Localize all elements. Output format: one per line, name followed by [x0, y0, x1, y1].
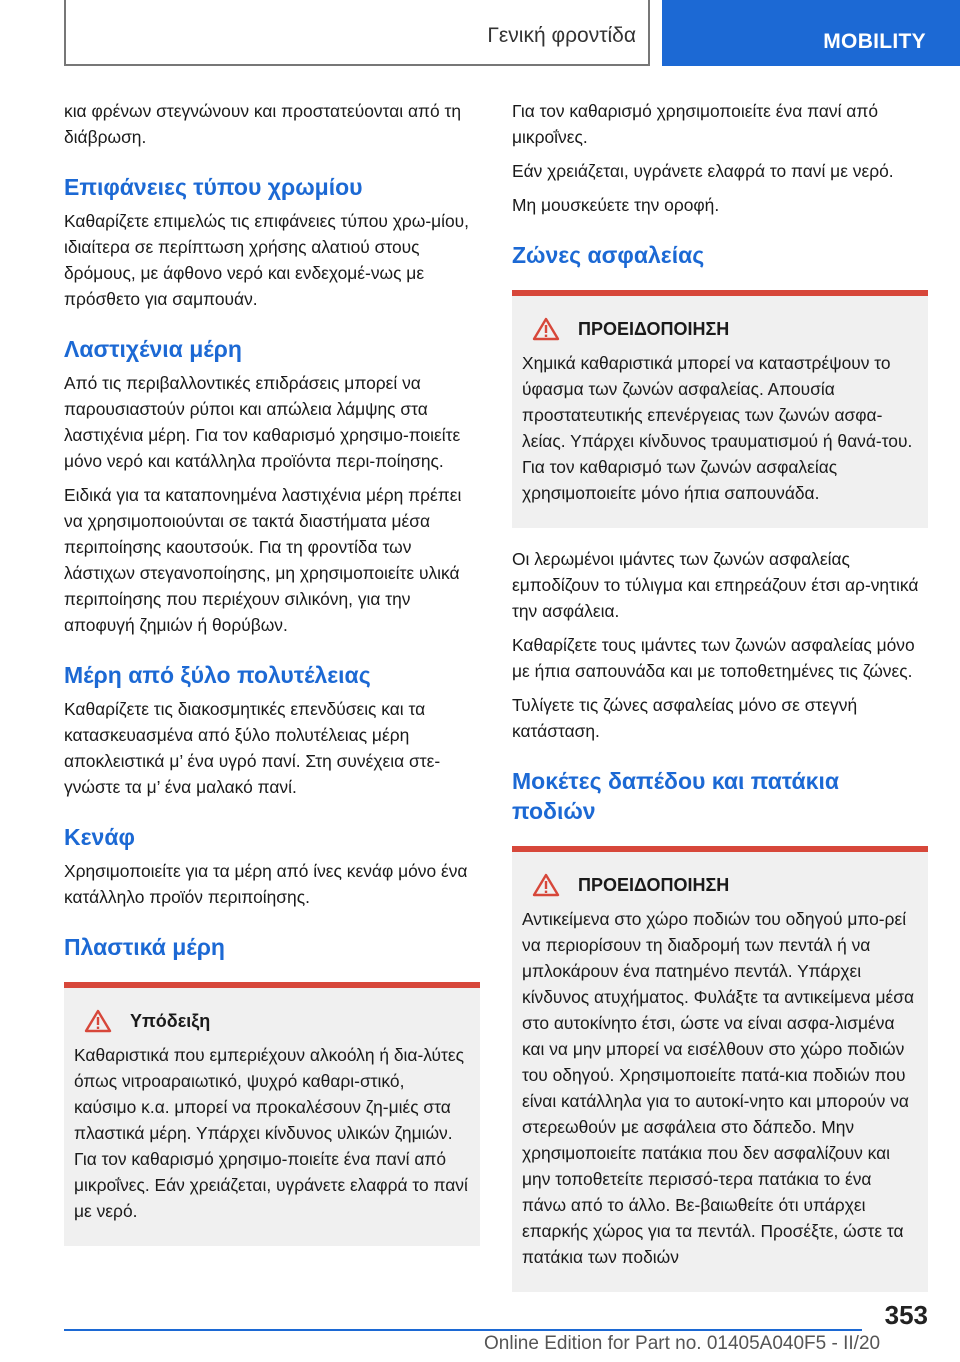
warning-title: ΠΡΟΕΙΔΟΠΟΙΗΣΗ [578, 875, 730, 895]
section-title: Γενική φροντίδα [487, 24, 636, 47]
heading-rubber: Λαστιχένια μέρη [64, 336, 242, 362]
warning-triangle-icon [532, 873, 560, 897]
paragraph: Καθαρίζετε τις διακοσμητικές επενδύσεις και τα κατασκευασμένα από ξύλο πολυτέλειας μέρη αποκλειστικά μ’ ένα υγρό πανί. Στη συνέχεια στε‐γνώστε τα μ’ ένα μαλακό πανί. [64, 699, 441, 797]
paragraph: κια φρένων στεγνώνουν και προστατεύονται από τη διάβρωση. [64, 101, 462, 147]
heading-wood: Μέρη από ξύλο πολυτέλειας [64, 662, 371, 688]
paragraph: Εάν χρειάζεται, υγράνετε ελαφρά το πανί με νερό. [512, 161, 894, 181]
chapter-tab[interactable]: MOBILITY [662, 0, 960, 66]
left-column [64, 98, 480, 1264]
paragraph: Καθαρίζετε επιμελώς τις επιφάνειες τύπου χρω‐μίου, ιδιαίτερα σε περίπτωση χρήσης αλατιού στους δρόμους, με άφθονο νερό και ενδεχομέ‐νως με πρόσθετο για σαμπουάν. [64, 211, 470, 309]
paragraph: Καθαρίζετε τους ιμάντες των ζωνών ασφαλείας μόνο με ήπια σαπουνάδα και με τοποθετημένες τις ζώνες. [512, 635, 915, 681]
paragraph: Για τον καθαρισμό χρησιμοποιείτε ένα πανί από μικροΐνες. [512, 101, 879, 147]
heading-kenaf: Κενάφ [64, 824, 135, 850]
warning-text: Αντικείμενα στο χώρο ποδιών του οδηγού μπο‐ρεί να περιορίσουν τη διαδρομή των πεντάλ ή να μπλοκάρουν ένα πατημένο πεντάλ. Υπάρχει κίνδυνος ατυχήματος. Φυλάξτε τα αντικείμενα μέσα στο αυτοκίνητο έτσι, ώστε να είναι ασφα‐λισμένα και να μην μπορεί να εισέλθουν στο χώρο ποδιών του οδηγού. Χρησιμοποιείτε πατά‐κια ποδιών που είναι κατάλληλα για το αυτοκί‐νητο και μπορούν να στερεωθούν με ασφάλεια στο δάπεδο. Μην χρησιμοποιείτε πατάκια που δεν ασφαλίζουν και μην τοποθετείτε περισσό‐τερα πατάκια το ένα πάνω από το άλλο. Βε‐βαιωθείτε ότι υπάρχει επαρκής χώρος για τα πεντάλ. Προσέξτε, ώστε τα πατάκια των ποδιών [522, 909, 915, 1267]
warning-box [512, 846, 928, 1292]
warning-header [522, 316, 918, 342]
warning-triangle-icon [84, 1009, 112, 1033]
note-box [64, 982, 480, 1246]
paragraph: Από τις περιβαλλοντικές επιδράσεις μπορεί να παρουσιαστούν ρύποι και απώλεια λάμψης στα λαστιχένια μέρη. Για τον καθαρισμό χρησιμο‐ποιείτε μόνο νερό και κατάλληλα προϊόντα περι‐ποίησης. [64, 373, 461, 471]
paragraph: Οι λερωμένοι ιμάντες των ζωνών ασφαλείας εμποδίζουν το τύλιγμα και επηρεάζουν έτσι αρ‐νητικά την ασφάλεια. [512, 549, 919, 621]
footer-edition: Online Edition for Part no. 01405A040F5 - II/20 [484, 1333, 881, 1354]
warning-title: ΠΡΟΕΙΔΟΠΟΙΗΣΗ [578, 319, 730, 339]
heading-seat-belts: Ζώνες ασφαλείας [512, 242, 705, 268]
warning-box [512, 290, 928, 528]
paragraph: Χρησιμοποιείτε για τα μέρη από ίνες κενάφ μόνο ένα κατάλληλο προϊόν περιποίησης. [64, 861, 468, 907]
paragraph: Ειδικά για τα καταπονημένα λαστιχένια μέρη πρέπει να χρησιμοποιούνται σε τακτά διαστήματα μέσα περιποίησης καουτσούκ. Για τη φροντίδα των λάστιχων στεγανοποίησης, μη χρησιμοποιείτε υλικά περιποίησης που περιέχουν σιλικόνη, για την αποφυγή ζημιών ή θορύβων. [64, 485, 462, 635]
right-column [512, 98, 928, 1310]
warning-header [522, 872, 918, 898]
note-title: Υπόδειξη [130, 1011, 211, 1031]
note-header [74, 1008, 470, 1034]
heading-chrome: Επιφάνειες τύπου χρωμίου [64, 174, 363, 200]
note-text: Καθαριστικά που εμπεριέχουν αλκοόλη ή δια‐λύτες όπως νιτροαραιωτικό, ψυχρό καθαρι‐στικό, καύσιμο κ.α. μπορεί να προκαλέσουν ζη‐μιές στα πλαστικά μέρη. Υπάρχει κίνδυνος υλικών ζημιών. Για τον καθαρισμό χρησιμο‐ποιείτε ένα πανί από μικροΐνες. Εάν χρειάζεται, υγράνετε ελαφρά το πανί με νερό. [74, 1045, 468, 1221]
footer-divider [64, 1329, 862, 1331]
heading-floor-mats: Μοκέτες δαπέδου και πατάκια ποδιών [512, 768, 839, 824]
heading-plastic: Πλαστικά μέρη [64, 934, 225, 960]
warning-text: Χημικά καθαριστικά μπορεί να καταστρέψουν το ύφασμα των ζωνών ασφαλείας. Απουσία προστατευτικής επενέργειας των ζωνών ασφα‐λείας. Υπάρχει κίνδυνος τραυματισμού ή θανά‐του. Για τον καθαρισμό των ζωνών ασφαλείας χρησιμοποιείτε μόνο ήπια σαπουνάδα. [522, 353, 913, 503]
warning-triangle-icon [532, 317, 560, 341]
page-number: 353 [884, 1300, 928, 1330]
paragraph: Τυλίγετε τις ζώνες ασφαλείας μόνο σε στεγνή κατάσταση. [512, 695, 858, 741]
paragraph: Μη μουσκεύετε την οροφή. [512, 195, 720, 215]
